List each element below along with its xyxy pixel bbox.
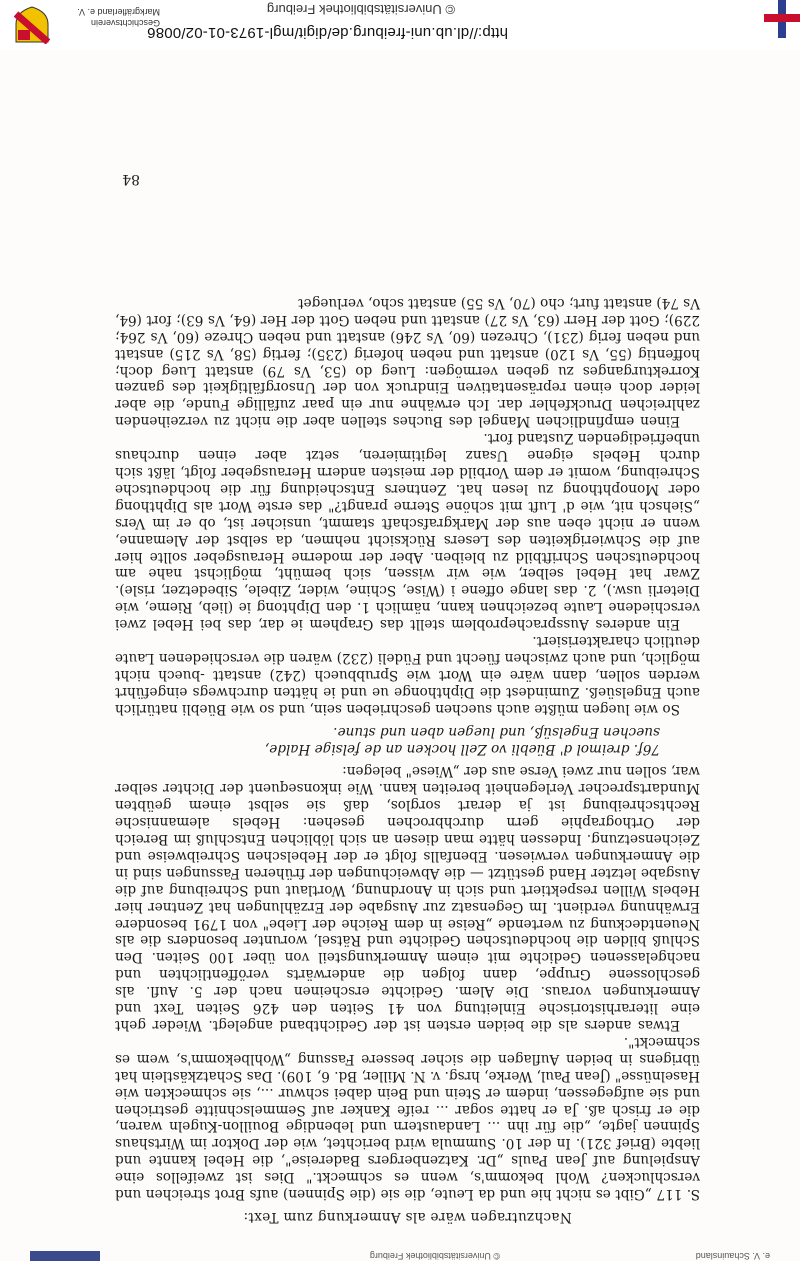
society-name — [50, 6, 160, 28]
header-center-text: © Universitätsbibliothek Freiburg — [369, 1251, 500, 1261]
paragraph-1: S. 117 „Gibt es nicht hie und da Leute, die sie (die Spinnen) aufs Brot streichen und verschlucken? Wohl bekomm's, wenn es schmeckt." Dies ist zweifellos eine Anspielung auf Jean Pauls „Dr. Katzenbergers Badereise", die Hebel kannte und liebte (Brief 321). In der 10. Summula wird berichtet, wie der Doktor im Wirtshaus Spinnen jagte, „die für ihn ... Landaustern und lebendige Bouillon-Kugeln waren, die er frisch aß. Ja er hatte sogar ... reife Kanker auf Semmelschnitte gestrichen und sie aufgegessen, indem er Stein und Bein dabei schwur ..., sie schmeckten wie Haselnüsse" (Jean Paul, Werke, hrsg. v. N. Miller, Bd. 6, 109). Das Schatzkästlein hat übrigens in beiden Auflagen die sicher bessere Fassung „Wohlbekomm's, wem es schmeckt". — [115, 1033, 700, 1203]
coat-of-arms-icon — [14, 6, 50, 44]
footer-bar — [0, 0, 800, 50]
page-body — [115, 294, 700, 1225]
verse-line-2: suechen Engelsüß, und luegen aben und stune. — [333, 723, 660, 740]
header-strip — [0, 1249, 800, 1261]
verse-line-1: 76f. dreimol d' Büebli vo Zell hocken an de felsige Halde, — [264, 740, 660, 757]
permalink-link[interactable]: http://dl.ub.uni-freiburg.de/digit/mgl-1973-01-02/0086 — [146, 24, 508, 41]
verse-quote — [115, 723, 660, 757]
copyright-text: © Universitätsbibliothek Freiburg — [266, 2, 455, 17]
paragraph-5: Einen empfindlichen Mangel des Buches stellen aber die nicht zu verzeihenden zahlreichen Druckfehler dar. Ich erwähne nur ein paar zufällige Funde, die aber leider doch einen repräsentativen Eindruck von der Unsorgfältigkeit des ganzen Korrekturganges zu geben vermögen: Lueg do (53, Vs 79) anstatt Lueg doch; hoffentig (55, Vs 120) anstatt und neben hoferig (235); fertig (58, Vs 215) anstatt und neben ferig (231), Chrezen (60, Vs 246) anstatt und neben Chreze (60, Vs 264; 229); Gott der Herr (63, Vs 27) anstatt und neben Gott der Her (64, Vs 63); fort (64, Vs 74) anstatt furt; cho (70, Vs 55) anstatt scho, verlueget — [115, 294, 700, 430]
page-heading: Nachzutragen wäre als Anmerkung zum Text: — [243, 1209, 572, 1225]
brand-mark-icon — [748, 0, 800, 38]
society-line-2: Markgräflerland e. V. — [77, 7, 160, 17]
society-line-1: Geschichtsverein — [90, 18, 160, 28]
paragraph-3: So wie luegen müßte auch suechen geschrieben sein, und so wie Büebli natürlich auch Engelsüeß. Zumindest die Diphthonge ue und ie hätten durchwegs eingeführt werden sollen, dann wäre ein Wort wie Sprubbuech (242) anstatt -buech nicht möglich, und auch zwischen füecht und Füdeli (232) wären die verschiedenen Laute deutlich charakterisiert. — [115, 633, 700, 717]
paragraph-2: Etwas anders als die beiden ersten ist der Gedichtband angelegt. Wieder geht eine literarhistorische Einleitung von 41 Seiten den 426 Seiten Text und Anmerkungen voraus. Die Alem. Gedichte erscheinen nach der 5. Aufl. als geschlossene Gruppe, dann folgen die anderwärts veröffentlichten und nachgelassenen Gedichte mit einem Anmerkungsteil von über 100 Seiten. Den Schluß bilden die hochdeutschen Gedichte und Rätsel, worunter besonders die als Neuentdeckung zu wertende „Reise in dem Reiche der Liebe" von 1791 besondere Erwähnung verdient. Im Gegensatz zur Ausgabe der Erzählungen hat Zentner hier Hebels Willen respektiert und sich in Anordnung, Wortlaut und Schreibung auf die Ausgabe letzter Hand gestützt — die Abweichungen der früheren Fassungen sind in die Anmerkungen verwiesen. Ebenfalls folgt er der Hebelschen Schreibweise und Zeichensetzung. Indessen hätte man diesen an sich löblichen Entschluß im Bereich der Orthographie gern durchbrochen gesehen: Hebels alemannische Rechtschreibung ist ja derart sorglos, daß sie selbst einem geübten Mundartsprecher Verlegenheit bereiten kann. Wie inkonsequent der Dichter selber war, sollen nur zwei Verse aus der „Wiese" belegen: — [115, 763, 700, 1034]
header-left-text: e. V. Schauinsland — [695, 1251, 770, 1261]
header-logo-bar — [30, 1251, 100, 1261]
paragraph-4: Ein anderes Ausspracheproblem stellt das Graphem ie dar, das bei Hebel zwei verschiedene Laute bezeichnen kann, nämlich 1. den Diphtong ie (lieb, Rieme, wie Dieterli usw.), 2. das lange offene i (Wise, Schine, wider, Zibele, Sibedetzer, risle). Zwar hat Hebel selber, wie wir wissen, sich bemüht, möglichst nahe am hochdeutschen Schriftbild zu bleiben. Aber der moderne Herausgeber sollte hier auf die Schwierigkeiten des Lesers Rücksicht nehmen, da selbst der Alemanne, wenn er nicht eben aus der Markgrafschaft stammt, unsicher ist, ob er im Vers „Siehsch nit, wie d' Luft mit schöne Sterne prangt?" das erste Wort als Diphthong oder Monophthong zu lesen hat. Zentners Entscheidung für die hochdeutsche Schreibung, womit er dem Vorbild der meisten andern Herausgeber folgt, läßt sich durch Hebels eigene Usanz legitimieren, setzt aber einen durchaus unbefriedigenden Zustand fort. — [115, 430, 700, 633]
page-number: 84 — [122, 171, 140, 187]
